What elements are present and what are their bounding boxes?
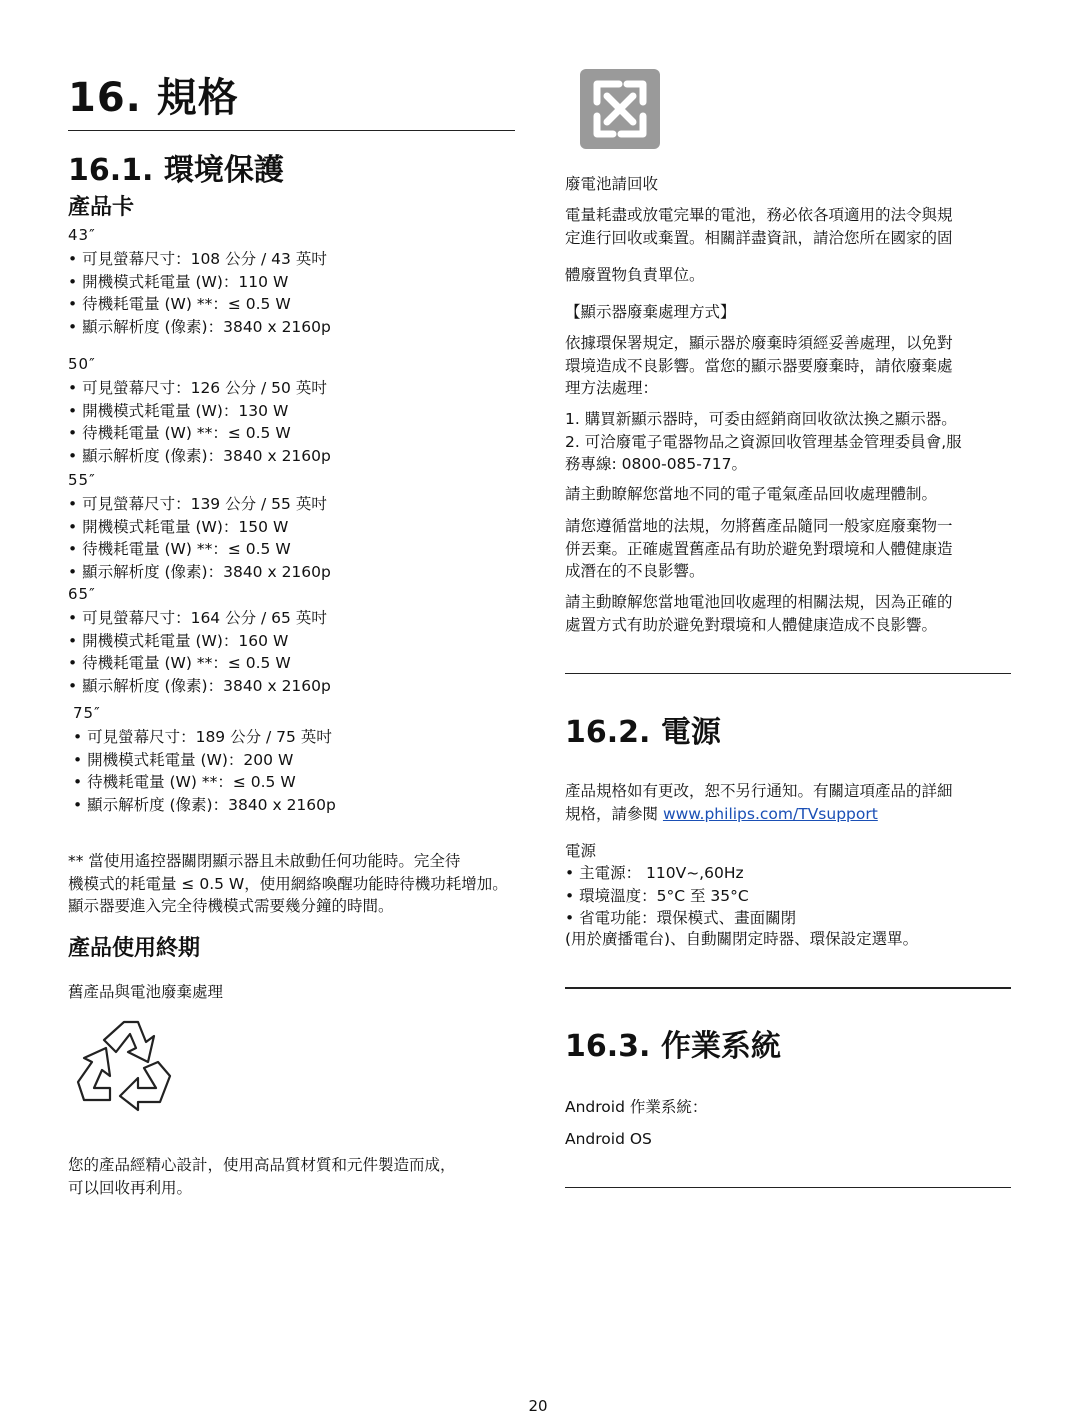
battery-law-line: 處置方式有助於避免對環境和人體健康造成不良影響。 [565, 615, 938, 634]
recycle-text [68, 1154, 456, 1199]
spec-item: • 待機耗電量 (W) **：≤ 0.5 W [68, 652, 331, 675]
recycle-text-line: 可以回收再利用。 [68, 1178, 193, 1197]
power-spec-list [565, 862, 796, 930]
model-size-55: 55″ [68, 471, 96, 489]
standby-note-line: ** 當使用遙控器關閉顯示器且未啟動任何功能時。完全待 [68, 852, 461, 870]
title-rule [68, 130, 515, 131]
page-number: 20 [528, 1397, 548, 1415]
model-size-50: 50″ [68, 355, 96, 373]
philips-support-link[interactable]: www.philips.com/TVsupport [662, 804, 878, 823]
disposal-steps [565, 408, 962, 476]
spec-item: • 開機模式耗電量 (W)：200 W [73, 749, 336, 772]
battery-law-line: 請主動瞭解您當地電池回收處理的相關法規，因為正確的 [565, 593, 953, 611]
spec-item: • 開機模式耗電量 (W)：160 W [68, 630, 331, 653]
section-rule [565, 673, 1011, 674]
spec-item: • 顯示解析度 (像素)：3840 x 2160p [68, 445, 331, 468]
spec-item: • 可見螢幕尺寸：139 公分 / 55 英吋 [68, 493, 331, 516]
page-title: 16. 規格 [68, 75, 239, 121]
spec-item: • 顯示解析度 (像素)：3840 x 2160p [68, 675, 331, 698]
spec-item: • 開機模式耗電量 (W)：110 W [68, 271, 331, 294]
model-spec-list-55 [68, 493, 331, 583]
monitor-disposal-line: 依據環保署規定，顯示器於廢棄時須經妥善處理，以免對 [565, 334, 953, 352]
standby-note-line: 機模式的耗電量 ≤ 0.5 W，使用網絡喚醒功能時待機功耗增加。 [68, 874, 508, 893]
disposal-step: 1. 購買新顯示器時，可委由經銷商回收欲汰換之顯示器。 [565, 410, 957, 428]
monitor-disposal-text [565, 332, 953, 400]
model-size-75: 75″ [73, 704, 101, 722]
spec-item: • 開機模式耗電量 (W)：130 W [68, 400, 331, 423]
recycle-icon [74, 1018, 174, 1114]
battery-recycle-label: 廢電池請回收 [565, 175, 659, 193]
follow-text-line: 成潛在的不良影響。 [565, 562, 705, 580]
follow-text [565, 515, 953, 583]
os-heading: 16.3. 作業系統 [565, 1029, 781, 1064]
spec-item: • 待機耗電量 (W) **：≤ 0.5 W [68, 538, 331, 561]
battery-text-line: 體廢置物負責單位。 [565, 266, 705, 284]
power-subheading: 電源 [565, 842, 597, 860]
standby-note [68, 850, 508, 918]
monitor-disposal-heading: 【顯示器廢棄處理方式】 [565, 303, 736, 321]
spec-item: • 可見螢幕尺寸：164 公分 / 65 英吋 [68, 607, 331, 630]
spec-item: • 顯示解析度 (像素)：3840 x 2160p [68, 561, 331, 584]
spec-item: • 待機耗電量 (W) **：≤ 0.5 W [73, 771, 336, 794]
battery-law-text [565, 591, 953, 636]
follow-text-line: 併丟棄。正確處置舊產品有助於避免對環境和人體健康造 [565, 539, 953, 558]
spec-item: • 待機耗電量 (W) **：≤ 0.5 W [68, 422, 331, 445]
disposal-step: 務專線: 0800-085-717。 [565, 455, 747, 473]
section-rule [565, 987, 1011, 989]
spec-item: • 顯示解析度 (像素)：3840 x 2160p [68, 316, 331, 339]
power-notice-prefix: 規格，請參閱 [565, 804, 663, 823]
power-spec-item: • 主電源： 110V~,60Hz [565, 862, 796, 885]
product-card-heading: 產品卡 [68, 195, 135, 220]
model-spec-list-65 [68, 607, 331, 697]
power-spec-item: • 省電功能：環保模式、畫面關閉 [565, 907, 796, 930]
model-spec-list-50 [68, 377, 331, 467]
disposal-step: 2. 可洽廢電子電器物品之資源回收管理基金管理委員會,服 [565, 432, 962, 451]
eol-heading: 產品使用終期 [68, 936, 201, 961]
os-label: Android 作業系統： [565, 1098, 708, 1116]
spec-item: • 待機耗電量 (W) **：≤ 0.5 W [68, 293, 331, 316]
power-heading: 16.2. 電源 [565, 715, 721, 750]
power-notice-line [565, 803, 953, 826]
os-value: Android OS [565, 1130, 652, 1148]
follow-text-line: 請您遵循當地的法規，勿將舊產品隨同一般家庭廢棄物一 [565, 517, 953, 535]
spec-item: • 可見螢幕尺寸：189 公分 / 75 英吋 [73, 726, 336, 749]
standby-note-line: 顯示器要進入完全待機模式需要幾分鐘的時間。 [68, 897, 394, 915]
power-extra-line: (用於廣播電台)、自動關閉定時器、環保設定選單。 [565, 930, 919, 948]
recycle-text-line: 您的產品經精心設計，使用高品質材質和元件製造而成， [68, 1156, 456, 1174]
power-notice [565, 780, 953, 825]
monitor-disposal-line: 環境造成不良影響。當您的顯示器要廢棄時，請依廢棄處 [565, 356, 953, 375]
battery-text-line: 定進行回收或棄置。相關詳盡資訊，請洽您所在國家的固 [565, 228, 953, 247]
model-spec-list-43 [68, 248, 331, 338]
power-notice-line: 產品規格如有更改，恕不另行通知。有關這項產品的詳細 [565, 782, 953, 800]
model-size-65: 65″ [68, 585, 96, 603]
model-size-43: 43″ [68, 226, 96, 244]
battery-text-line: 電量耗盡或放電完畢的電池，務必依各項適用的法令與規 [565, 206, 953, 224]
spec-item: • 開機模式耗電量 (W)：150 W [68, 516, 331, 539]
monitor-disposal-line: 理方法處理： [565, 379, 659, 397]
spec-item: • 可見螢幕尺寸：126 公分 / 50 英吋 [68, 377, 331, 400]
section-rule [565, 1187, 1011, 1188]
battery-text [565, 204, 953, 249]
battery-recycle-icon [579, 68, 661, 150]
understand-text: 請主動瞭解您當地不同的電子電氣產品回收處理體制。 [565, 485, 938, 503]
model-spec-list-75 [73, 726, 336, 816]
env-heading: 16.1. 環境保護 [68, 153, 284, 188]
spec-item: • 可見螢幕尺寸：108 公分 / 43 英吋 [68, 248, 331, 271]
power-spec-item: • 環境溫度：5°C 至 35°C [565, 885, 796, 908]
spec-item: • 顯示解析度 (像素)：3840 x 2160p [73, 794, 336, 817]
disposal-label: 舊產品與電池廢棄處理 [68, 983, 224, 1001]
